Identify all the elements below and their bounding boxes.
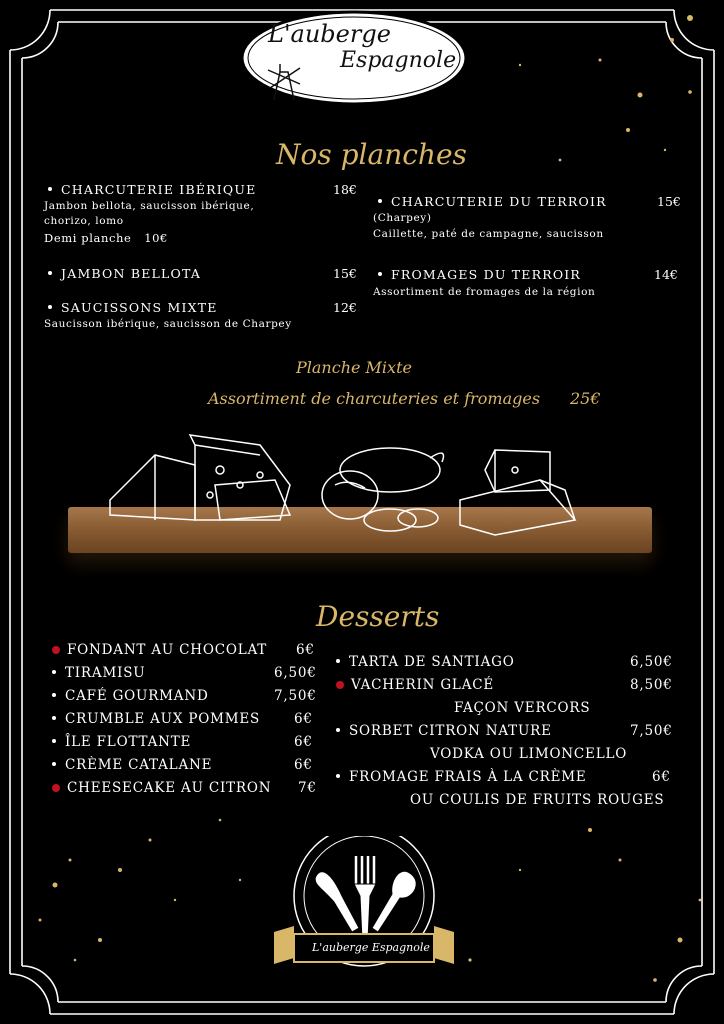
bullet-icon [336, 728, 340, 732]
bullet-icon [52, 762, 56, 766]
dessert-fondant: FONDANT AU CHOCOLAT [52, 642, 267, 658]
bullet-icon [378, 272, 382, 276]
dessert-cheesecake: CHEESECAKE AU CITRON [52, 780, 271, 796]
item-charcuterie-terroir: CHARCUTERIE DU TERROIR [378, 194, 607, 209]
rose-icon [52, 646, 60, 654]
desc-fromages-terroir: Assortiment de fromages de la région [373, 286, 596, 298]
price-crumble: 6€ [294, 711, 313, 727]
bullet-icon [52, 739, 56, 743]
rose-icon [336, 681, 344, 689]
logo-name-line1: L'auberge [268, 20, 391, 48]
desserts-title: Desserts [316, 600, 440, 633]
price-tiramisu: 6,50€ [274, 665, 317, 681]
demi-planche: Demi planche 10€ [44, 231, 168, 245]
item-jambon-bellota: JAMBON BELLOTA [48, 266, 201, 281]
bullet-icon [336, 774, 340, 778]
dessert-tarta-santiago: TARTA DE SANTIAGO [336, 654, 515, 670]
dessert-vacherin: VACHERIN GLACÉ [336, 677, 494, 693]
dessert-ile-flottante: ÎLE FLOTTANTE [52, 734, 191, 750]
bullet-icon [52, 670, 56, 674]
dessert-crumble: CRUMBLE AUX POMMES [52, 711, 260, 727]
item-saucissons-mixte: SAUCISSONS MIXTE [48, 300, 218, 315]
logo-name-line2: Espagnole [340, 48, 457, 73]
mixte-price: 25€ [570, 389, 601, 408]
bullet-icon [52, 693, 56, 697]
dessert-sorbet: SORBET CITRON NATURE [336, 723, 552, 739]
desc-charcuterie-iberique-2: chorizo, lomo [44, 215, 124, 227]
bullet-icon [48, 305, 52, 309]
mixte-title: Planche Mixte [296, 358, 412, 377]
sub-vacherin: FAÇON VERCORS [454, 700, 591, 716]
price-jambon-bellota: 15€ [333, 266, 357, 281]
planches-title: Nos planches [276, 138, 467, 171]
price-fondant: 6€ [296, 642, 315, 658]
sausage-icon [310, 440, 450, 535]
bullet-icon [48, 187, 52, 191]
mixte-subtitle: Assortiment de charcuteries et fromages [208, 389, 541, 408]
cheese-wedge-icon [455, 440, 585, 540]
item-charcuterie-iberique: CHARCUTERIE IBÉRIQUE [48, 182, 256, 197]
desc-charcuterie-terroir-2: Caillette, paté de campagne, saucisson [373, 228, 604, 240]
bullet-icon [378, 199, 382, 203]
dessert-fromage-frais: FROMAGE FRAIS À LA CRÈME [336, 769, 587, 785]
price-fromage-frais: 6€ [652, 769, 671, 785]
price-cafe-gourmand: 7,50€ [274, 688, 317, 704]
price-saucissons-mixte: 12€ [333, 300, 357, 315]
sub-fromage-frais: OU COULIS DE FRUITS ROUGES [410, 792, 665, 808]
rose-icon [52, 784, 60, 792]
price-fromages-terroir: 14€ [654, 267, 678, 282]
bullet-icon [52, 716, 56, 720]
dessert-creme-catalane: CRÈME CATALANE [52, 757, 212, 773]
cheese-icon [100, 425, 300, 525]
price-ile-flottante: 6€ [294, 734, 313, 750]
footer-banner-text: L'auberge Espagnole [312, 941, 430, 954]
price-sorbet: 7,50€ [630, 723, 673, 739]
bullet-icon [48, 271, 52, 275]
price-cheesecake: 7€ [298, 780, 317, 796]
cutlery-icon [264, 836, 464, 986]
sub-sorbet: VODKA OU LIMONCELLO [430, 746, 628, 762]
price-creme-catalane: 6€ [294, 757, 313, 773]
desc-charcuterie-terroir-1: (Charpey) [373, 212, 432, 224]
dessert-tiramisu: TIRAMISU [52, 665, 145, 681]
item-fromages-terroir: FROMAGES DU TERROIR [378, 267, 581, 282]
bullet-icon [336, 659, 340, 663]
price-charcuterie-iberique: 18€ [333, 182, 357, 197]
dessert-cafe-gourmand: CAFÉ GOURMAND [52, 688, 209, 704]
desc-saucissons-mixte: Saucisson ibérique, saucisson de Charpey [44, 318, 292, 330]
desc-charcuterie-iberique-1: Jambon bellota, saucisson ibérique, [44, 200, 255, 212]
windmill-icon [266, 62, 306, 102]
price-tarta-santiago: 6,50€ [630, 654, 673, 670]
price-vacherin: 8,50€ [630, 677, 673, 693]
price-charcuterie-terroir: 15€ [657, 194, 681, 209]
